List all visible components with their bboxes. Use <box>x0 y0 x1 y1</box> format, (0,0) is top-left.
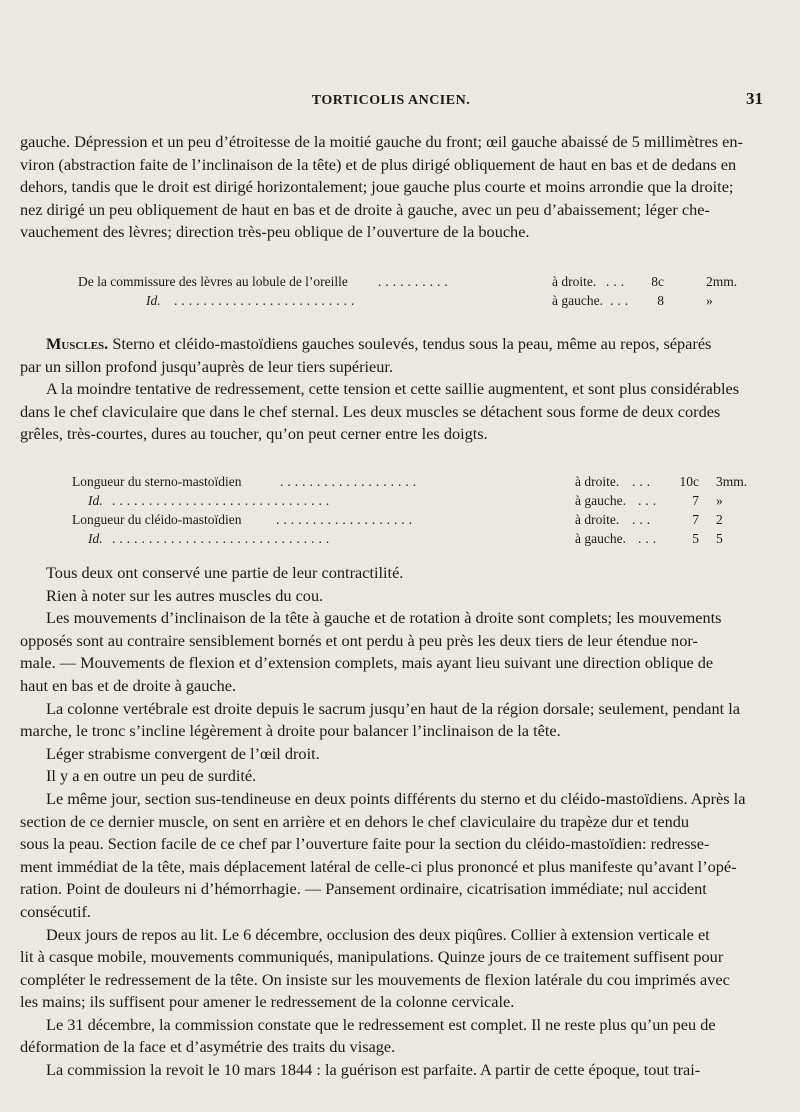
measurement-row: Longueur du sterno-mastoïdien ................... à droite. ... 10c 3mm. <box>72 474 748 489</box>
measurement-side: à gauche. <box>552 293 603 308</box>
running-title: TORTICOLIS ANCIEN. <box>311 93 471 108</box>
measurement-side: à gauche. <box>575 493 626 508</box>
measurement-cm: 8c <box>651 274 664 289</box>
text-line: lit à casque mobile, mouvements communiqués, manipulations. Quinze jours de ce traitement suffisent pour <box>20 947 724 967</box>
text-line: gauche. Dépression et un peu d’étroitesse de la moitié gauche du front; œil gauche abaissé de 5 millimètres en- <box>20 132 743 151</box>
measurement-row: De la commissure des lèvres au lobule de l’oreille .......... à droite. ... 8c 2mm. <box>78 274 738 289</box>
measurement-cm: 5 <box>692 531 699 546</box>
text-line: male. — Mouvements de flexion et d’extension complets, mais ayant lieu suivant une direction oblique de <box>20 653 714 673</box>
page-header <box>0 89 800 113</box>
measurement-table-muscles <box>72 472 772 548</box>
paragraph-muscles <box>20 333 777 446</box>
measurement-label: Id. <box>88 531 103 546</box>
measurement-mm: 2 <box>716 512 723 527</box>
measurement-row: Id. .............................. à gauche. ... 5 5 <box>88 531 723 546</box>
text-line: Rien à noter sur les autres muscles du cou. <box>46 585 324 605</box>
text-line: Deux jours de repos au lit. Le 6 décembre, occlusion des deux piqûres. Collier à extension verticale et <box>46 924 710 944</box>
text-line: opposés sont au contraire sensiblement bornés et ont perdu à peu près les deux tiers de leur étendue nor- <box>20 630 698 650</box>
measurement-cm: 8 <box>657 293 664 308</box>
measurement-row: Longueur du cléido-mastoïdien ................... à droite. ... 7 2 <box>72 512 723 527</box>
measurement-label: De la commissure des lèvres au lobule de l’oreille <box>78 274 348 289</box>
measurement-label: Id. <box>146 293 161 308</box>
text-line: marche, le tronc s’incline légèrement à droite pour balancer l’inclinaison de la tête. <box>20 721 561 741</box>
text-line: A la moindre tentative de redressement, cette tension et cette saillie augmentent, et sont plus considérables <box>46 379 740 399</box>
text-line: les mains; ils suffisent pour amener le redressement de la colonne cervicale. <box>20 992 515 1012</box>
measurement-mm: » <box>716 493 723 508</box>
text-line: section de ce dernier muscle, on sent en arrière et en dehors le chef claviculaire du trapèze dur et tendu <box>20 811 690 831</box>
section-heading: Muscles. <box>46 334 109 353</box>
text-line: déformation de la face et d’asymétrie des traits du visage. <box>20 1037 396 1057</box>
text-line: ration. Point de douleurs ni d’hémorrhagie. — Pansement ordinaire, cicatrisation immédiate; nul accident <box>20 879 707 899</box>
measurement-label: Longueur du sterno-mastoïdien <box>72 474 242 489</box>
text-line: Tous deux ont conservé une partie de leur contractilité. <box>46 563 404 582</box>
text-line: compléter le redressement de la tête. On insiste sur les mouvements de flexion latérale du cou imprimés avec <box>20 969 730 989</box>
text-line: La colonne vertébrale est droite depuis le sacrum jusqu’en haut de la région dorsale; seulement, pendant la <box>46 698 740 718</box>
text-line: Le 31 décembre, la commission constate que le redressement est complet. Il ne reste plus qu’un peu de <box>46 1014 716 1034</box>
text-line: haut en bas et de droite à gauche. <box>20 675 237 695</box>
text-line: ment immédiat de la tête, mais déplacement latéral de celle-ci plus prononcé et plus manifeste qu’avant l’opé- <box>20 856 737 876</box>
measurement-mm: 2mm. <box>706 274 738 289</box>
measurement-side: à droite. <box>575 512 620 527</box>
text-line: dans le chef claviculaire que dans le chef sternal. Les deux muscles se détachent sous forme de deux cordes <box>20 401 721 421</box>
measurement-cm: 10c <box>679 474 699 489</box>
text-line: sous la peau. Section facile de ce chef par l’ouverture faite pour la section du cléido-mastoïdien: redresse- <box>20 834 710 854</box>
measurement-mm: 5 <box>716 531 723 546</box>
measurement-side: à gauche. <box>575 531 626 546</box>
text-line: nez dirigé un peu obliquement de haut en bas et de droite à gauche, avec un peu d’abaissement; léger che- <box>20 199 710 219</box>
text-line: consécutif. <box>20 901 91 921</box>
measurement-side: à droite. <box>552 274 597 289</box>
measurement-label: Longueur du cléido-mastoïdien <box>72 512 242 527</box>
text-line: Le même jour, section sus-tendineuse en deux points différents du sterno et du cléido-mastoïdiens. Après la <box>46 788 746 808</box>
text-line: par un sillon profond jusqu’auprès de leur tiers supérieur. <box>20 356 394 376</box>
measurement-mm: 3mm. <box>716 474 748 489</box>
measurement-side: à droite. <box>575 474 620 489</box>
page-number: 31 <box>746 89 763 108</box>
measurement-table-mouth-ear <box>78 272 758 310</box>
text-line: Les mouvements d’inclinaison de la tête à gauche et de rotation à droite sont complets; les mouvements <box>46 608 722 628</box>
measurement-row: Id. ......................... à gauche. ... 8 » <box>146 293 713 308</box>
paragraph-body <box>20 562 777 1082</box>
measurement-cm: 7 <box>692 493 699 508</box>
measurement-label: Id. <box>88 493 103 508</box>
text-line: vauchement des lèvres; direction très-peu oblique de l’ouverture de la bouche. <box>20 222 530 242</box>
measurement-cm: 7 <box>692 512 699 527</box>
text-line: Muscles. Sterno et cléido-mastoïdiens gauches soulevés, tendus sous la peau, même au repos, séparés <box>46 334 712 353</box>
text-line: viron (abstraction faite de l’inclinaison de la tête) et de plus dirigé obliquement de haut en bas et de dedans en <box>20 154 737 174</box>
measurement-mm: » <box>706 293 713 308</box>
text-line: Il y a en outre un peu de surdité. <box>46 766 257 786</box>
text-line: grêles, très-courtes, dures au toucher, qu’on peut cerner entre les doigts. <box>20 424 488 444</box>
measurement-row: Id. .............................. à gauche. ... 7 » <box>88 493 723 508</box>
text-line: Léger strabisme convergent de l’œil droit. <box>46 743 320 763</box>
text-line: La commission la revoit le 10 mars 1844 : la guérison est parfaite. A partir de cette époque, tout trai- <box>46 1060 701 1080</box>
text-line: dehors, tandis que le droit est dirigé horizontalement; joue gauche plus courte et moins arrondie que la droite; <box>20 177 734 197</box>
paragraph-face-description <box>20 131 777 244</box>
